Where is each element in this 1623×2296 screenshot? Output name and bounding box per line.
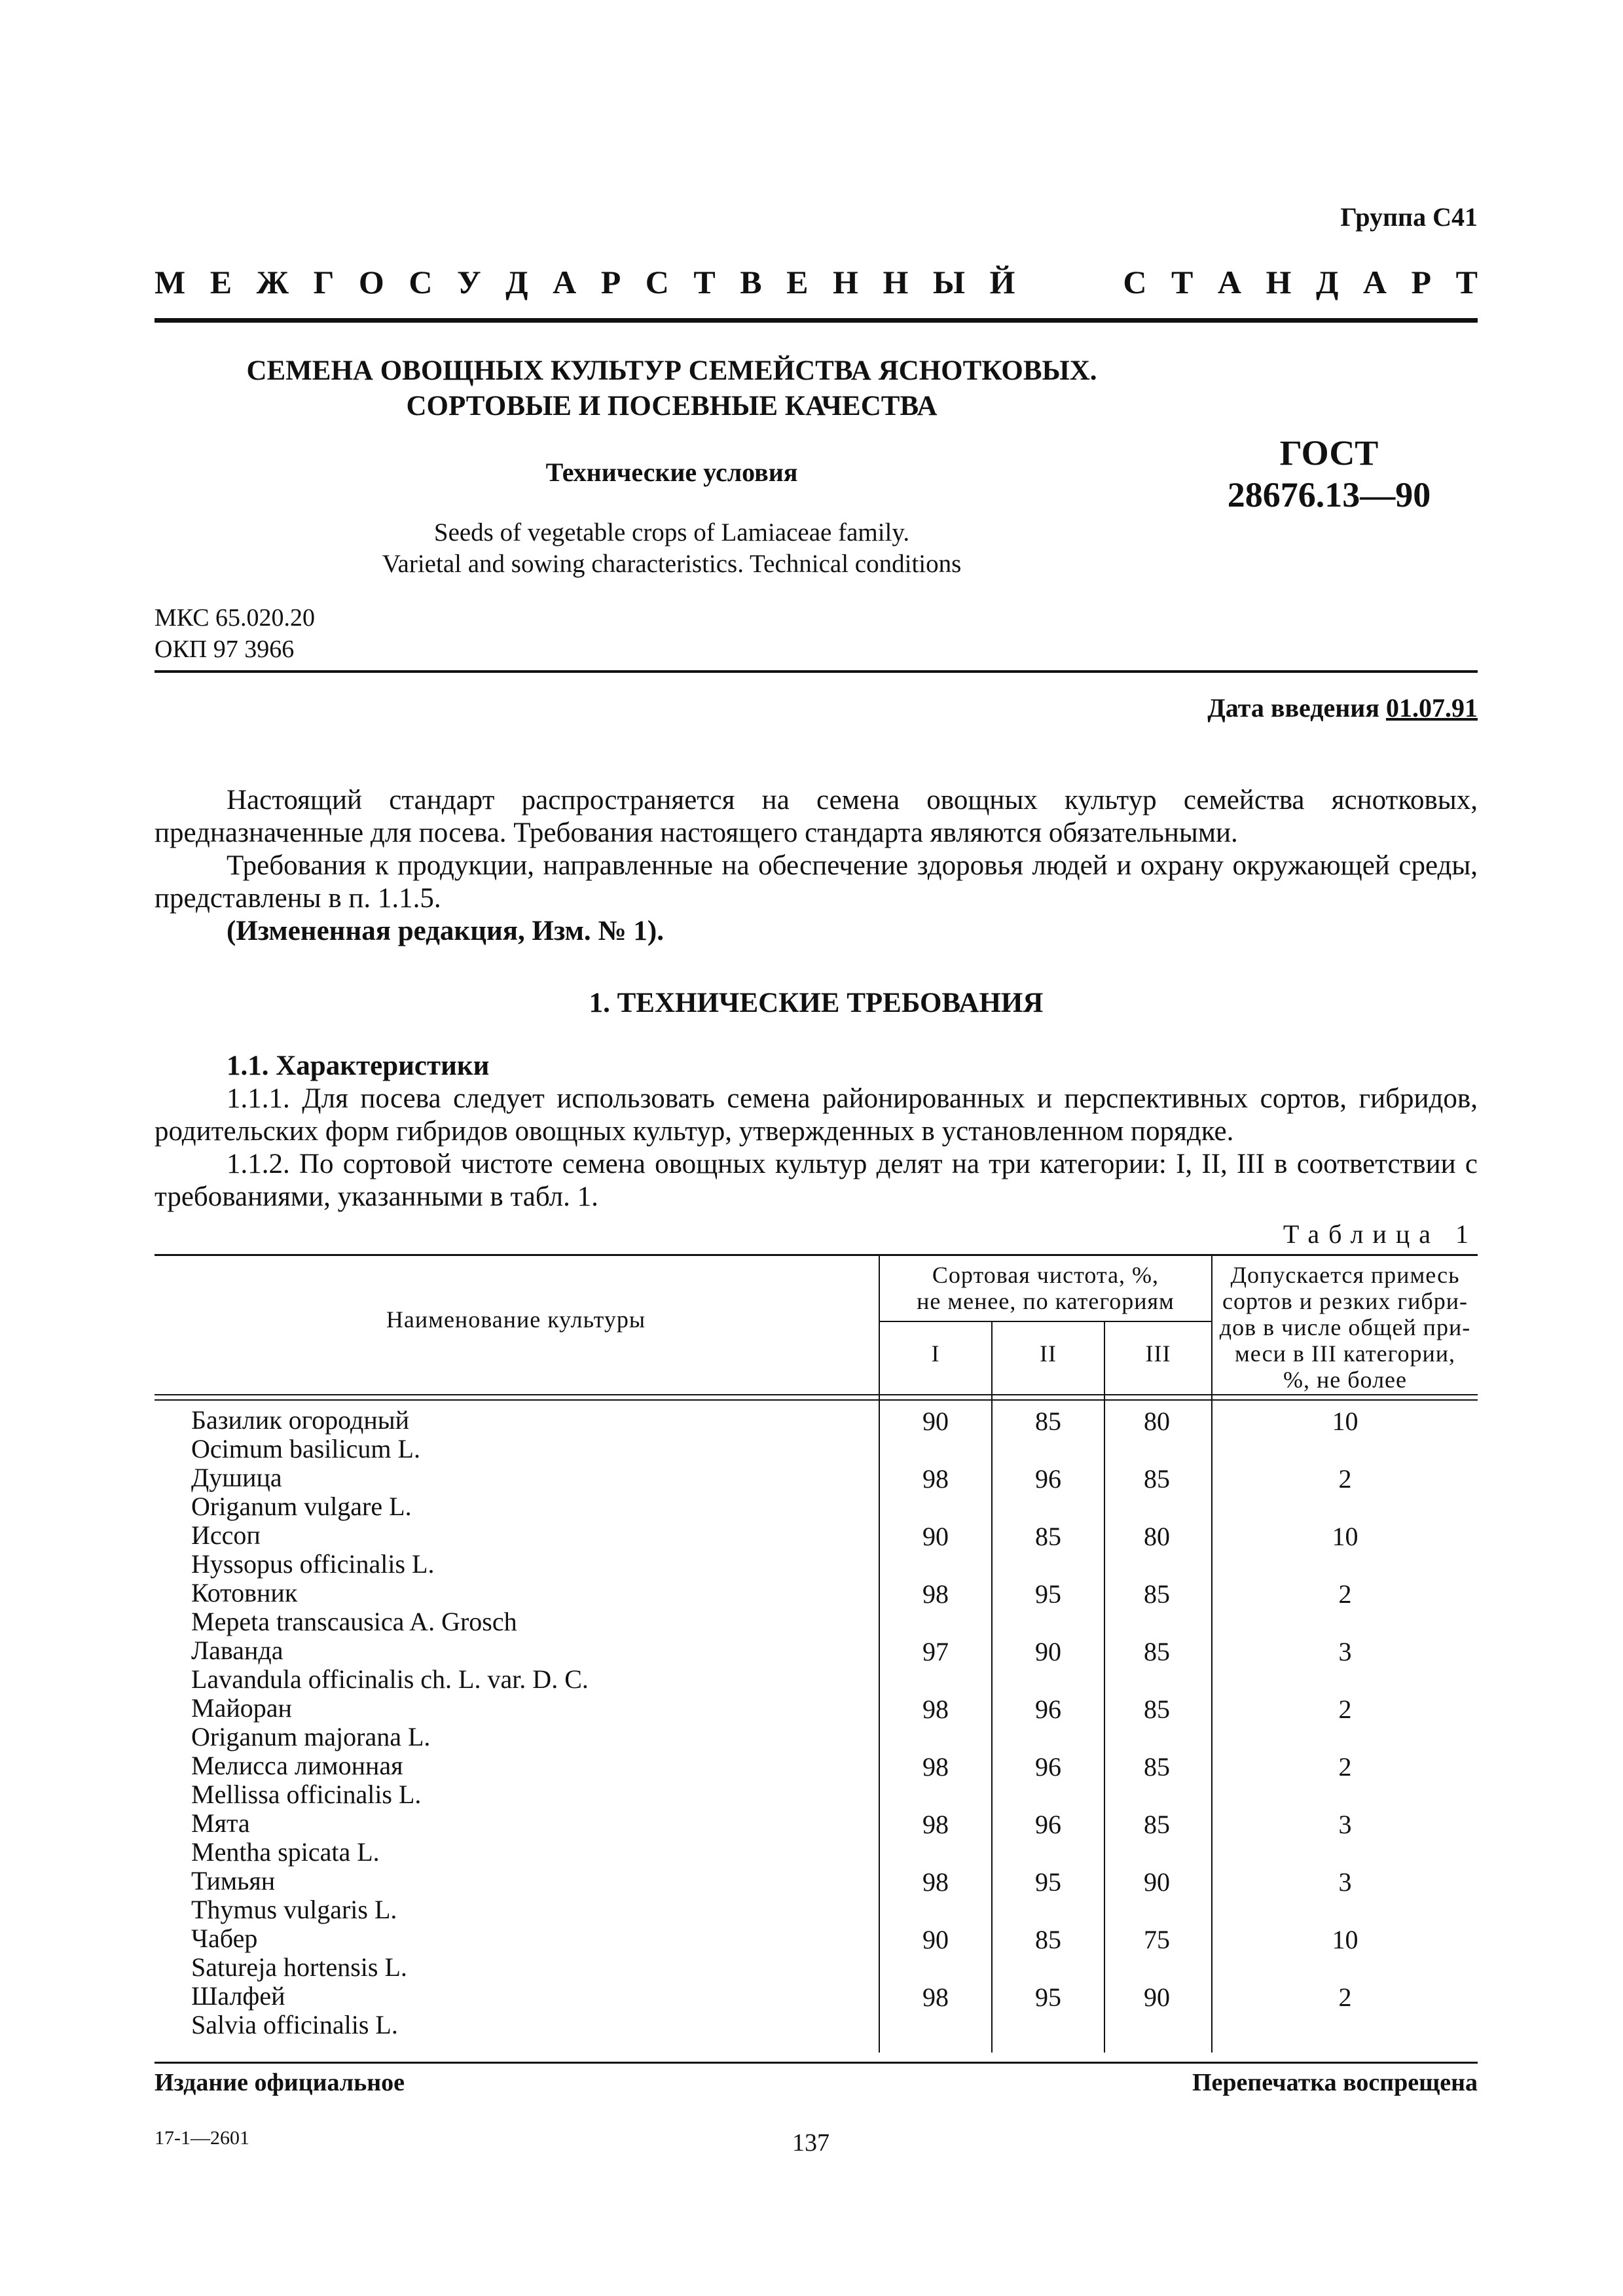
banner-letter: Ы: [932, 264, 965, 300]
table-cell-purity-c1: 90: [922, 1925, 949, 1954]
table-cell-admixture: 2: [1338, 1464, 1352, 1494]
introduction-date: [1207, 692, 1478, 723]
table-top-rule: [155, 1254, 1478, 1256]
table-cell-purity-c1: 98: [922, 1695, 949, 1724]
category-2-header: II: [1040, 1340, 1057, 1367]
banner-letter: О: [358, 264, 384, 300]
banner-letter: В: [740, 264, 762, 300]
banner-letter: Т: [1455, 264, 1478, 300]
banner-letter: Е: [786, 264, 809, 300]
standard-banner: [155, 263, 1478, 301]
table-row-latin-name: Mepeta transcausica A. Grosch: [191, 1607, 517, 1636]
table-row-latin-name: Mellissa officinalis L.: [191, 1780, 422, 1809]
table-cell-purity-c1: 98: [922, 1810, 949, 1839]
table-cell-purity-c1: 90: [922, 1407, 949, 1436]
table-header-rule-2: [155, 1399, 1478, 1401]
reprint-prohibited-label: Перепечатка воспрещена: [1192, 2069, 1478, 2096]
header-rule: [155, 318, 1478, 323]
table-cell-purity-c2: 96: [1035, 1810, 1061, 1839]
banner-letter: А: [553, 264, 577, 300]
intro-paragraph-2: Требования к продукции, направленные на обеспечение здоровья людей и охрану окружающей среды, представлены в п. 1.1.5.: [155, 850, 1478, 914]
table-cell-purity-c1: 97: [922, 1637, 949, 1666]
table-row-latin-name: Satureja hortensis L.: [191, 1952, 407, 1982]
banner-letter: Е: [210, 264, 232, 300]
table-cell-admixture: 2: [1338, 1695, 1352, 1724]
table-caption: Таблица 1: [1283, 1219, 1478, 1249]
subsection-heading: 1.1. Характеристики: [227, 1050, 490, 1081]
mks-code: МКС 65.020.20: [155, 604, 316, 632]
table-row-crop-name: Чабер: [191, 1924, 258, 1953]
table-cell-purity-c2: 96: [1035, 1752, 1061, 1782]
gost-number: [1218, 432, 1440, 516]
table-header-rule: [155, 1394, 1478, 1395]
table-cell-purity-c2: 85: [1035, 1925, 1061, 1954]
banner-letter: Т: [1171, 264, 1194, 300]
classification-codes: [155, 602, 315, 665]
table-cell-purity-c1: 98: [922, 1579, 949, 1609]
table-row-crop-name: Мелисса лимонная: [191, 1751, 403, 1780]
table-row-latin-name: Ocimum basilicum L.: [191, 1434, 420, 1463]
banner-letter: С: [409, 264, 433, 300]
date-value: 01.07.91: [1386, 693, 1478, 723]
table-cell-purity-c3: 85: [1144, 1810, 1170, 1839]
purity-header-line-1: Сортовая чистота, %,: [932, 1262, 1159, 1288]
codes-rule: [155, 670, 1478, 673]
admix-header-line-2: сортов и резких гибри-: [1222, 1288, 1468, 1314]
table-cell-purity-c1: 98: [922, 1867, 949, 1897]
table-row-crop-name: Тимьян: [191, 1866, 276, 1895]
table-cell-admixture: 3: [1338, 1637, 1352, 1666]
table-cell-purity-c2: 95: [1035, 1982, 1061, 2012]
title-line-2: СОРТОВЫЕ И ПОСЕВНЫЕ КАЧЕСТВА: [406, 391, 938, 422]
column-header-purity: [880, 1262, 1211, 1314]
page-number: 137: [792, 2129, 830, 2157]
banner-letter: Г: [313, 264, 335, 300]
banner-letter: Н: [883, 264, 909, 300]
table-cell-purity-c2: 90: [1035, 1637, 1061, 1666]
admix-header-line-5: %, не более: [1283, 1367, 1407, 1393]
table-cell-purity-c3: 85: [1144, 1695, 1170, 1724]
table-cell-purity-c1: 98: [922, 1464, 949, 1494]
official-edition-label: Издание официальное: [155, 2069, 405, 2096]
table-row-crop-name: Лаванда: [191, 1636, 283, 1665]
section-heading: 1. ТЕХНИЧЕСКИЕ ТРЕБОВАНИЯ: [589, 988, 1044, 1018]
print-code: 17-1—2601: [155, 2127, 249, 2149]
group-label: Группа С41: [1340, 202, 1478, 232]
table-cell-purity-c3: 90: [1144, 1982, 1170, 2012]
admix-header-line-4: меси в III категории,: [1235, 1340, 1455, 1367]
table-row-crop-name: Котовник: [191, 1578, 298, 1607]
banner-letter: Д: [505, 264, 528, 300]
table-row-latin-name: Hyssopus officinalis L.: [191, 1549, 435, 1579]
table-cell-purity-c3: 90: [1144, 1867, 1170, 1897]
column-header-admixture: [1213, 1262, 1478, 1393]
table-cell-purity-c1: 98: [922, 1982, 949, 2012]
okp-code: ОКП 97 3966: [155, 636, 295, 663]
table-row-latin-name: Mentha spicata L.: [191, 1837, 380, 1867]
table-cell-admixture: 3: [1338, 1810, 1352, 1839]
column-header-name: Наименование культуры: [386, 1306, 646, 1333]
table-row-crop-name: Душица: [191, 1463, 282, 1492]
table-cell-purity-c2: 95: [1035, 1867, 1061, 1897]
banner-letter: Н: [833, 264, 858, 300]
table-cell-purity-c1: 90: [922, 1522, 949, 1551]
banner-letter: Р: [1411, 264, 1432, 300]
table-cell-purity-c2: 95: [1035, 1579, 1061, 1609]
table-row-crop-name: Мята: [191, 1808, 250, 1838]
table-cell-purity-c3: 85: [1144, 1752, 1170, 1782]
table-cell-admixture: 3: [1338, 1867, 1352, 1897]
banner-letter: Н: [1266, 264, 1292, 300]
table-cell-purity-c2: 85: [1035, 1522, 1061, 1551]
table-cell-admixture: 2: [1338, 1579, 1352, 1609]
table-cell-admixture: 10: [1332, 1407, 1359, 1436]
banner-letter: Р: [600, 264, 621, 300]
table-cell-admixture: 2: [1338, 1982, 1352, 2012]
banner-letter: Й: [989, 264, 1015, 300]
category-1-header: I: [931, 1340, 940, 1367]
table-cell-admixture: 10: [1332, 1522, 1359, 1551]
table-row-latin-name: Lavandula officinalis ch. L. var. D. C.: [191, 1664, 589, 1694]
banner-letter: М: [155, 264, 186, 300]
banner-letter: Т: [693, 264, 716, 300]
table-row-crop-name: Базилик огородный: [191, 1405, 410, 1435]
subtitle: Технические условия: [545, 457, 798, 487]
gost-code: 28676.13—90: [1227, 475, 1431, 514]
admix-header-line-3: дов в числе общей при-: [1219, 1314, 1471, 1340]
table-cell-purity-c3: 80: [1144, 1407, 1170, 1436]
gost-label: ГОСТ: [1279, 433, 1379, 473]
banner-letter: С: [1123, 264, 1147, 300]
category-3-header: III: [1145, 1340, 1171, 1367]
table-row-latin-name: Origanum majorana L.: [191, 1722, 431, 1751]
table-row-crop-name: Иссоп: [191, 1520, 261, 1550]
table-cell-purity-c3: 85: [1144, 1579, 1170, 1609]
table-cell-purity-c2: 96: [1035, 1464, 1061, 1494]
clause-1-1-2: 1.1.2. По сортовой чистоте семена овощных культур делят на три категории: I, II, III в соответствии с требованиями, указанными в табл. 1.: [155, 1149, 1478, 1212]
banner-letter: У: [456, 264, 481, 300]
table-cell-purity-c1: 98: [922, 1752, 949, 1782]
table-cell-purity-c3: 80: [1144, 1522, 1170, 1551]
admix-header-line-1: Допускается примесь: [1230, 1262, 1460, 1288]
table-cell-purity-c3: 75: [1144, 1925, 1170, 1954]
banner-letter: А: [1217, 264, 1242, 300]
amendment-note: (Измененная редакция, Изм. № 1).: [227, 916, 664, 946]
table-row-crop-name: Шалфей: [191, 1981, 285, 2011]
purity-subheader-rule: [880, 1321, 1211, 1322]
intro-paragraph-1: Настоящий стандарт распространяется на семена овощных культур семейства яснотковых, предназначенные для посева. Требования настоящего стандарта являются обязательными.: [155, 785, 1478, 848]
english-line-1: Seeds of vegetable crops of Lamiaceae family.: [433, 518, 910, 547]
table-row-latin-name: Salvia officinalis L.: [191, 2010, 398, 2039]
date-label: Дата введения: [1207, 693, 1379, 723]
banner-letter: Д: [1315, 264, 1339, 300]
table-cell-purity-c3: 85: [1144, 1464, 1170, 1494]
title-line-1: СЕМЕНА ОВОЩНЫХ КУЛЬТУР СЕМЕЙСТВА ЯСНОТКОВЫХ.: [246, 355, 1097, 386]
table-cell-purity-c2: 85: [1035, 1407, 1061, 1436]
document-title: [155, 353, 1189, 424]
purity-header-line-2: не менее, по категориям: [917, 1288, 1175, 1314]
table-cell-admixture: 10: [1332, 1925, 1359, 1954]
table-cell-purity-c3: 85: [1144, 1637, 1170, 1666]
english-title: [155, 517, 1189, 580]
clause-1-1-1: 1.1.1. Для посева следует использовать семена районированных и перспективных сортов, гибридов, родительских форм гибридов овощных культур, утвержденных в установленном порядке.: [155, 1083, 1478, 1147]
table-cell-purity-c2: 96: [1035, 1695, 1061, 1724]
english-line-2: Varietal and sowing characteristics. Technical conditions: [382, 550, 962, 578]
banner-letter: А: [1362, 264, 1387, 300]
banner-letter: Ж: [256, 264, 289, 300]
table-row-latin-name: Thymus vulgaris L.: [191, 1895, 397, 1924]
table-row-latin-name: Origanum vulgare L.: [191, 1492, 412, 1521]
table-row-crop-name: Майоран: [191, 1693, 292, 1723]
table-cell-admixture: 2: [1338, 1752, 1352, 1782]
footer-rule: [155, 2062, 1478, 2064]
banner-letter: С: [645, 264, 669, 300]
